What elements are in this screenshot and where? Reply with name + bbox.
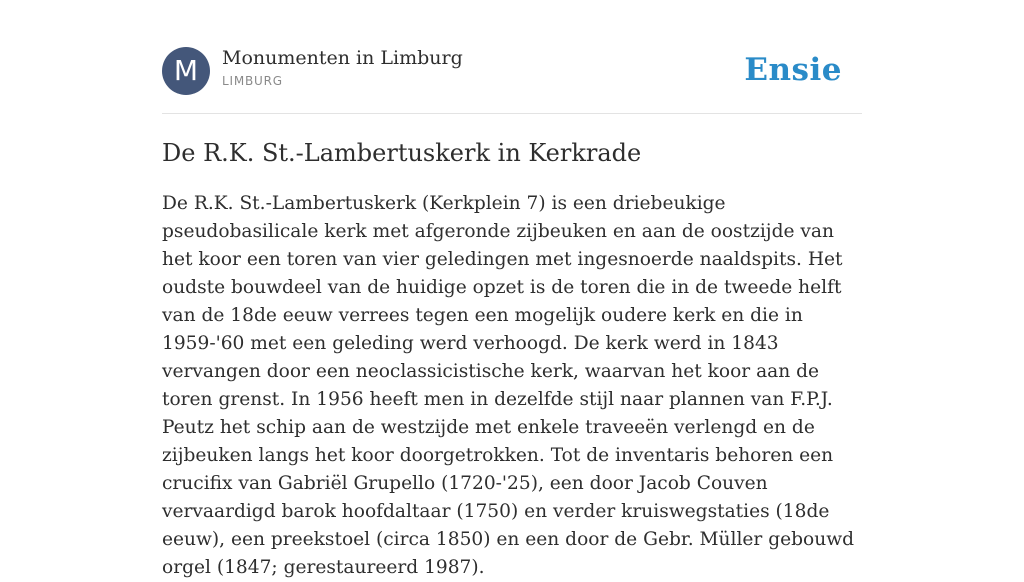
avatar[interactable]: M (162, 47, 210, 95)
article-card (162, 0, 862, 578)
source-subtitle[interactable]: LIMBURG (222, 74, 283, 88)
article-title: De R.K. St.-Lambertuskerk in Kerkrade (162, 139, 642, 167)
article-body: De R.K. St.-Lambertuskerk (Kerkplein 7) is een driebeukige pseudobasilicale kerk met afgeronde zijbeuken en aan de oostzijde van het koor een toren van vier geledingen met ingesnoerde naaldspits. Het oudste bouwdeel van de huidige opzet is de toren die in de tweede helft van de 18de eeuw verrees tegen een mogelijk oudere kerk en die in 1959-'60 met een geleding werd verhoogd. De kerk werd in 1843 vervangen door een neoclassicistische kerk, waarvan het koor aan de toren grenst. In 1956 heeft men in dezelfde stijl naar plannen van F.P.J. Peutz het schip aan de westzijde met enkele traveeën verlengd en de zijbeuken langs het koor doorgetrokken. Tot de inventaris behoren een crucifix van Gabriël Grupello (1720-'25), een door Jacob Couven vervaardigd barok hoofdaltaar (1750) en verder kruiswegstaties (18de eeuw), een preekstoel (circa 1850) en een door de Gebr. Müller gebouwd orgel (1847; gerestaureerd 1987). (162, 193, 855, 578)
source-title[interactable]: Monumenten in Limburg (222, 47, 463, 69)
ensie-logo[interactable]: Ensie (744, 52, 842, 88)
divider (162, 113, 862, 114)
source-header (162, 46, 862, 96)
